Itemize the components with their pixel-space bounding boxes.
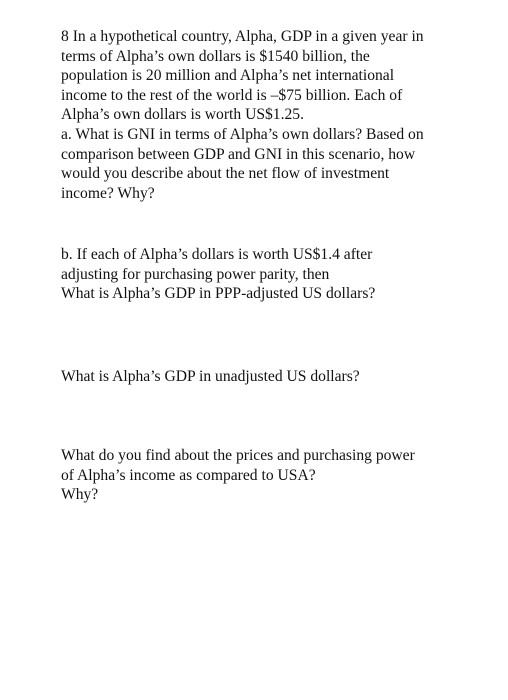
part-d-line: Why? — [61, 486, 99, 504]
question-part-c — [61, 367, 461, 387]
question-part-b — [61, 245, 461, 304]
part-d-line: of Alpha’s income as compared to USA? — [61, 466, 316, 484]
part-a-line: a. What is GNI in terms of Alpha’s own dollars? Based on — [61, 125, 424, 143]
part-a-line: comparison between GDP and GNI in this scenario, how — [61, 145, 416, 163]
question-intro-and-part-a — [61, 27, 461, 203]
part-b-line: b. If each of Alpha’s dollars is worth US$1.4 after — [61, 246, 373, 263]
part-a-line: income? Why? — [61, 184, 155, 202]
part-b-line: What is Alpha’s GDP in PPP-adjusted US dollars? — [61, 285, 376, 303]
intro-line: 8 In a hypothetical country, Alpha, GDP in a given year in — [61, 28, 424, 45]
part-d-line: What do you find about the prices and purchasing power — [61, 447, 415, 464]
intro-line: terms of Alpha’s own dollars is $1540 billion, the — [61, 47, 370, 65]
question-part-d — [61, 446, 461, 505]
part-b-line: adjusting for purchasing power parity, then — [61, 265, 330, 283]
part-a-line: would you describe about the net flow of investment — [61, 165, 390, 183]
part-c-line: What is Alpha’s GDP in unadjusted US dollars? — [61, 368, 360, 385]
intro-line: income to the rest of the world is –$75 billion. Each of — [61, 86, 403, 104]
intro-line: Alpha’s own dollars is worth US$1.25. — [61, 106, 304, 124]
intro-line: population is 20 million and Alpha’s net international — [61, 67, 395, 85]
